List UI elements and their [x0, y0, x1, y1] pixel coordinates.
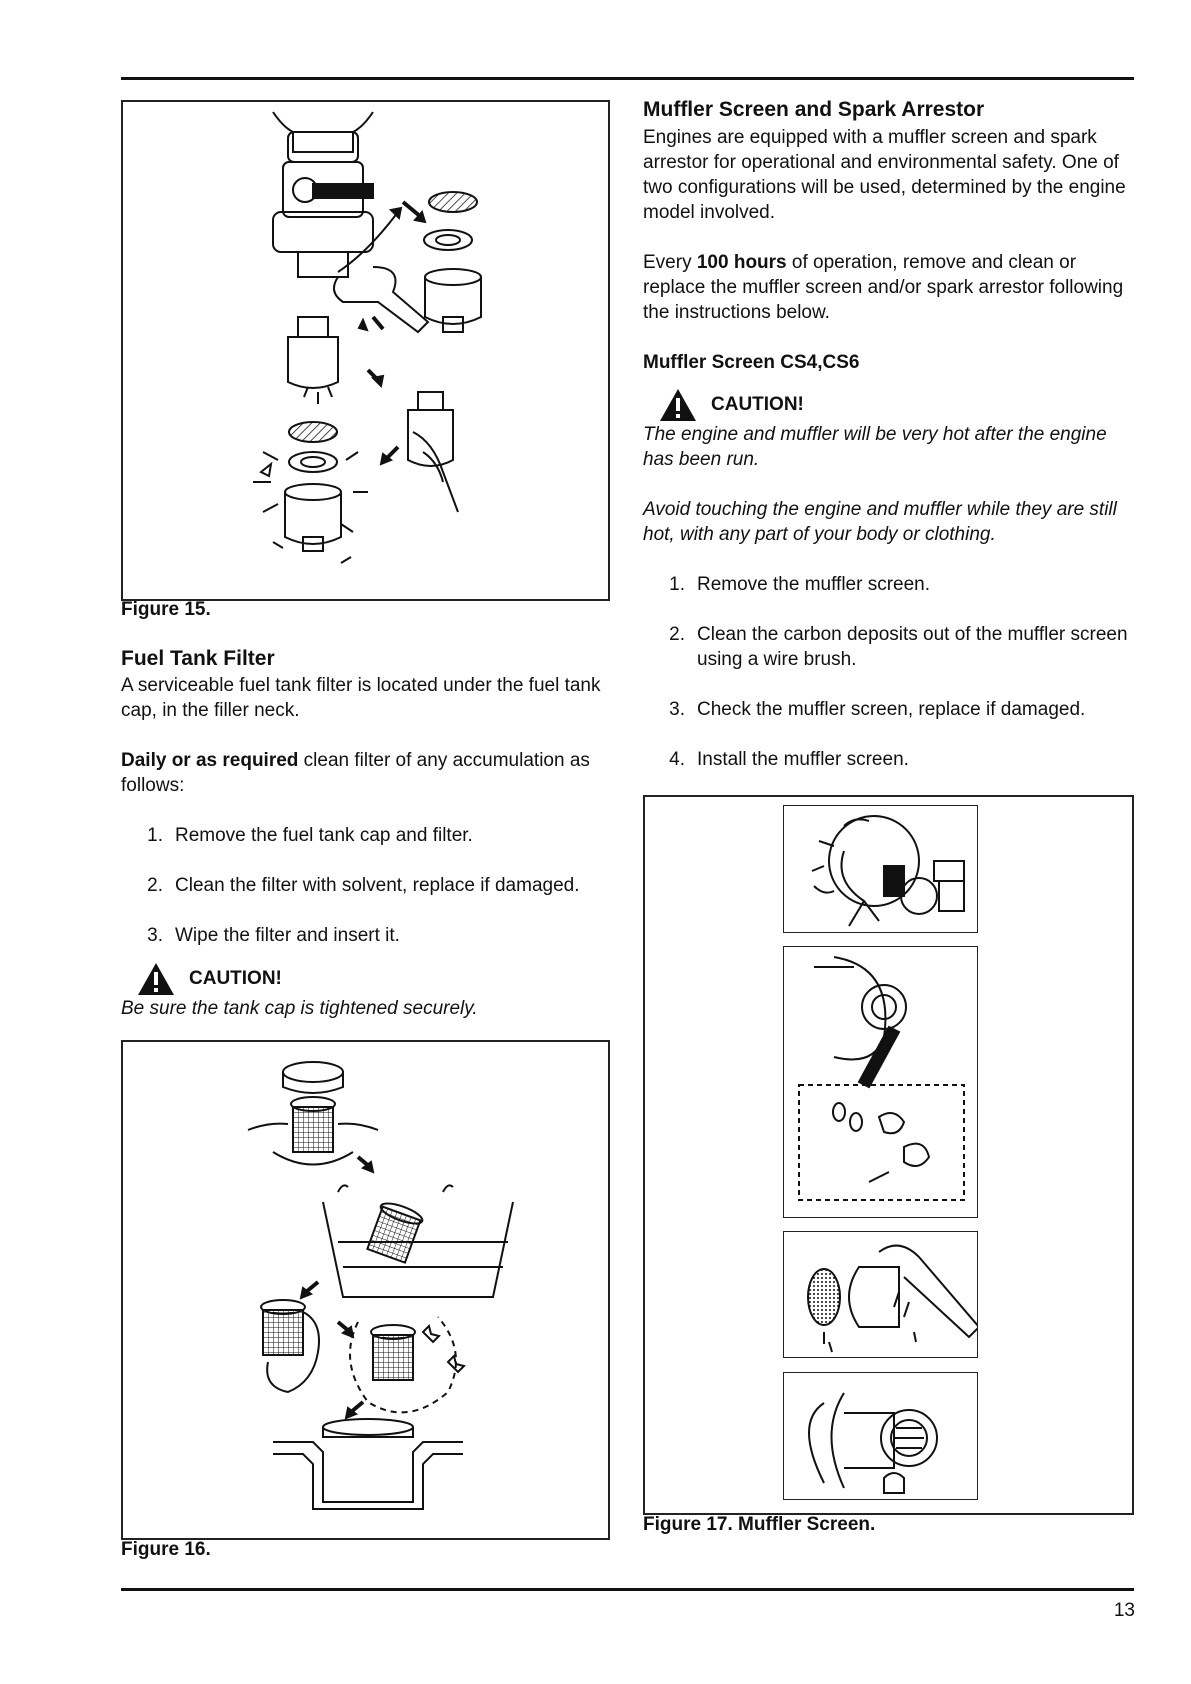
reinstall-panel	[783, 1372, 978, 1500]
brush-cleaning-panel	[783, 1231, 978, 1358]
list-item	[121, 873, 601, 898]
step-text: Install the muffler screen.	[697, 749, 909, 770]
muffler-exploded-panel	[783, 946, 978, 1218]
step-text: Clean the filter with solvent, replace if damaged.	[175, 875, 580, 896]
muffler-caution-text-1: The engine and muffler will be very hot after the engine has been run.	[643, 424, 1107, 470]
page-number: 13	[1113, 1600, 1135, 1621]
fuel-tank-intro: A serviceable fuel tank filter is located under the fuel tank cap, in the filler neck.	[121, 675, 601, 721]
every-bold: 100 hours	[696, 252, 787, 273]
figure-15-illustration	[121, 100, 610, 601]
hot-engine-panel	[783, 805, 978, 933]
step-number: 2.	[669, 624, 685, 645]
daily-rest: clean filter of any accumulation as follows:	[121, 750, 590, 796]
list-item	[121, 923, 601, 948]
step-number: 1.	[147, 825, 163, 846]
fuel-caution	[137, 962, 601, 996]
muffler-caution-text-2: Avoid touching the engine and muffler while they are still hot, with any part of your body or clothing.	[643, 499, 1117, 545]
warning-triangle-icon	[659, 388, 697, 422]
step-number: 4.	[669, 749, 685, 770]
bottom-rule	[121, 1588, 1134, 1591]
step-number: 3.	[147, 925, 163, 946]
list-item	[643, 747, 1138, 772]
figure-16-illustration	[121, 1040, 610, 1540]
step-number: 3.	[669, 699, 685, 720]
figure-17-caption: Figure 17. Muffler Screen.	[643, 1514, 876, 1535]
muffler-every	[643, 250, 1138, 325]
top-rule	[121, 77, 1134, 80]
fuel-caution-text: Be sure the tank cap is tightened securely.	[121, 998, 478, 1019]
fuel-tank-heading: Fuel Tank Filter	[121, 647, 275, 670]
fuel-filter-cleaning-drawing	[123, 1042, 608, 1538]
step-number: 2.	[147, 875, 163, 896]
list-item	[643, 697, 1138, 722]
figure-17-illustration	[643, 795, 1134, 1515]
warning-triangle-icon	[137, 962, 175, 996]
step-text: Check the muffler screen, replace if damaged.	[697, 699, 1086, 720]
muffler-section	[643, 98, 1138, 772]
fuel-valve-disassembly-drawing	[123, 102, 608, 599]
hot-engine-drawing	[784, 806, 977, 932]
reinstall-muffler-drawing	[784, 1373, 977, 1499]
list-item	[121, 823, 601, 848]
fuel-tank-steps	[121, 823, 601, 948]
daily-bold: Daily or as required	[121, 750, 299, 771]
muffler-steps	[643, 572, 1138, 772]
fuel-tank-daily	[121, 748, 601, 798]
muffler-subheading: Muffler Screen CS4,CS6	[643, 352, 860, 373]
caution-label: CAUTION!	[189, 968, 282, 989]
step-text: Remove the fuel tank cap and filter.	[175, 825, 473, 846]
muffler-intro: Engines are equipped with a muffler screen and spark arrestor for operational and environmental safety. One of two configurations will be used, determined by the engine model involved.	[643, 127, 1126, 223]
muffler-exploded-drawing	[784, 947, 977, 1217]
fuel-tank-section	[121, 647, 601, 1021]
figure-15-caption: Figure 15.	[121, 599, 211, 620]
list-item	[643, 622, 1138, 672]
every-pre: Every	[643, 252, 697, 273]
brush-cleaning-drawing	[784, 1232, 977, 1357]
list-item	[643, 572, 1138, 597]
step-text: Clean the carbon deposits out of the muffler screen using a wire brush.	[697, 624, 1128, 670]
step-text: Remove the muffler screen.	[697, 574, 931, 595]
step-text: Wipe the filter and insert it.	[175, 925, 400, 946]
every-rest: of operation, remove and clean or replace the muffler screen and/or spark arrestor following the instructions below.	[643, 252, 1124, 323]
muffler-heading: Muffler Screen and Spark Arrestor	[643, 98, 985, 121]
muffler-caution	[659, 388, 1138, 422]
figure-16-caption: Figure 16.	[121, 1539, 211, 1560]
step-number: 1.	[669, 574, 685, 595]
caution-label: CAUTION!	[711, 394, 804, 415]
